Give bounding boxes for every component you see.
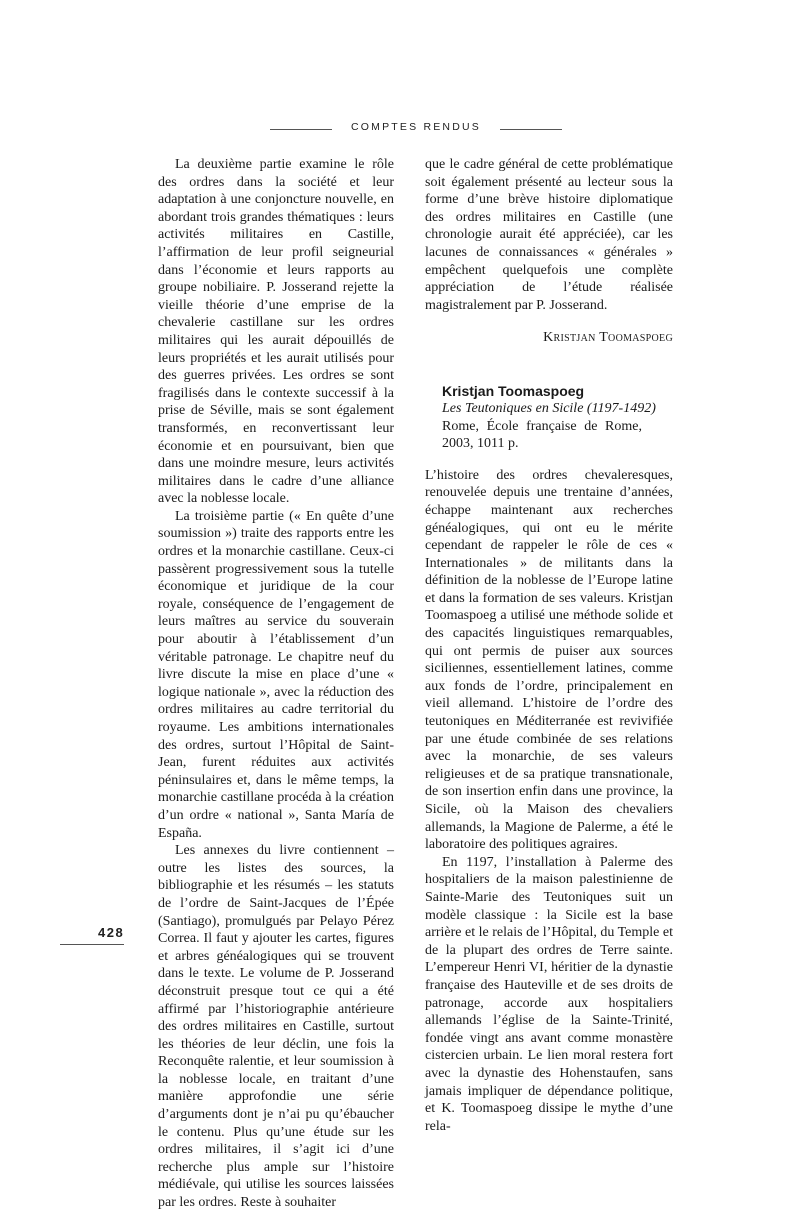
paragraph: La troisième partie (« En quête d’une soumission ») traite des rapports entre les ordres et la monarchie castillane. Ceux-ci passèrent progressivement sous la tutelle économique et juridique de la cour royale, conséquence de l’engagement de leurs maîtres au service du souverain pour aboutir à l’établissement d’un véritable patronage. Le chapitre neuf du livre discute la mise en place d’une « logique nationale », avec la réduction des ordres militaires au cadre territorial du royaume. Les ambitions internationales des ordres, surtout l’Hôpital de Saint-Jean, furent réduites aux activités péninsulaires et, dans le même temps, la monarchie castillane procéda à la création d’un ordre « national », Santa María de España. [158, 508, 394, 841]
page-number: 428 [98, 925, 125, 940]
paragraph: Les annexes du livre contiennent – outre les listes des sources, la bibliographie et les résumés – les statuts de l’ordre de Saint-Jacques de l’Épée (Santiago), promulgués par Pelayo Pérez Correa. Il faut y ajouter les cartes, figures et arbres généalogiques qui se trouvent dans le texte. Le volume de P. Josserand déconstruit presque tout ce qui a été affirmé par l’historiographie antérieure des ordres militaires en Castille, surtout les théories de leur déclin, une fois la Reconquête ralentie, et leur soumission à la noblesse locale, en traitant d’une manière approfondie une série d’arguments dont je n’ai pu qu’ébaucher le contenu. Plus qu’une étude sur les ordres militaires, il s’agit ici d’une recherche plus ample sur l’histoire médiévale, qui utilise les sources laissées par les ordres. Reste à souhaiter [158, 843, 394, 1211]
review-signature: Kristjan Toomaspoeg [543, 330, 673, 346]
page-number-rule [60, 944, 124, 945]
header-rule-right [500, 129, 562, 130]
header-rule-left [270, 129, 332, 130]
paragraph: En 1197, l’installation à Palerme des hospitaliers de la maison palestinienne de Sainte-Marie des Teutoniques suit un modèle classique : la Sicile est la base arrière et le relais de l’Hôpital, du Temple et de la plupart des ordres de Terre sainte. L’empereur Henri VI, héritier de la dynastie française des Hauteville et de ses droits de patronage, accorde aux hospitaliers allemands l’église de la Sainte-Trinité, fondée vingt ans avant comme monastère cistercien urbain. Le lien moral restera fort avec la dynastie des Hohenstaufen, sans jamais impliquer de dépendance politique, et K. Toomaspoeg dissipe le mythe d’une rela- [425, 854, 673, 1134]
paragraph: L’histoire des ordres chevaleresques, renouvelée depuis une trentaine d’années, échappe maintenant aux recherches généalogiques, qui ont eu le mérite cependant de rappeler le rôle de ces « Internationales » de militants dans la définition de la noblesse de l’Europe latine et dans la formation de ses valeurs. Kristjan Toomaspoeg a utilisé une méthode solide et des capacités linguistiques remarquables, qui ont permis de puiser aux sources siciliennes, essentiellement latines, comme aux fonds de l’ordre, principalement en vieil allemand. L’histoire de l’ordre des teutoniques en Méditerranée est revivifiée par une étude combinée de ses relations avec la monarchie, de ses valeurs religieuses et de sa pratique transnationale, de son insertion enfin dans une province, la Sicile, où la Maison des chevaliers allemands, la Magione de Palerme, a été le laboratoire des politiques agraires. [425, 467, 673, 853]
paragraph-continuation: que le cadre général de cette problématique soit également présenté au lecteur sous la forme d’une brève histoire diplomatique des ordres militaires en Castille (une chronologie aurait été appréciée), car les lacunes de connaissances « générales » empêchent quelquefois une complète appréciation de l’étude réalisée magistralement par P. Josserand. [425, 157, 673, 313]
left-column [158, 156, 394, 1212]
reviewed-book-author: Kristjan Toomaspoeg [442, 382, 585, 399]
paragraph: La deuxième partie examine le rôle des ordres dans la société et leur adaptation à une conjoncture nouvelle, en abordant trois grandes thématiques : leurs activités militaires en Castille, l’affirmation de leur profil seigneurial dans l’économie et leurs rapports au groupe nobiliaire. P. Josserand rejette la vieille théorie d’une emprise de la chevalerie castillane sur les ordres militaires qui les aurait dépouillés de leurs propriétés et les aurait utilisés pour des guerres privées. Les ordres se sont fragilisés dans le contexte successif à la prise de Séville, mais se sont également transformés, en reconvertissant leur économie et en poursuivant, bien que dans une moindre mesure, leurs activités militaires dans le cadre d’une alliance avec la noblesse locale. [158, 157, 394, 507]
review-header [442, 383, 673, 453]
running-head-title: COMPTES RENDUS [351, 121, 481, 133]
reviewed-book-title: Les Teutoniques en Sicile (1197-1492) [442, 400, 656, 416]
reviewed-book-publication: Rome, École française de Rome, 2003, 1011 p. [442, 418, 642, 452]
right-column [425, 156, 673, 1135]
running-head [0, 121, 800, 137]
